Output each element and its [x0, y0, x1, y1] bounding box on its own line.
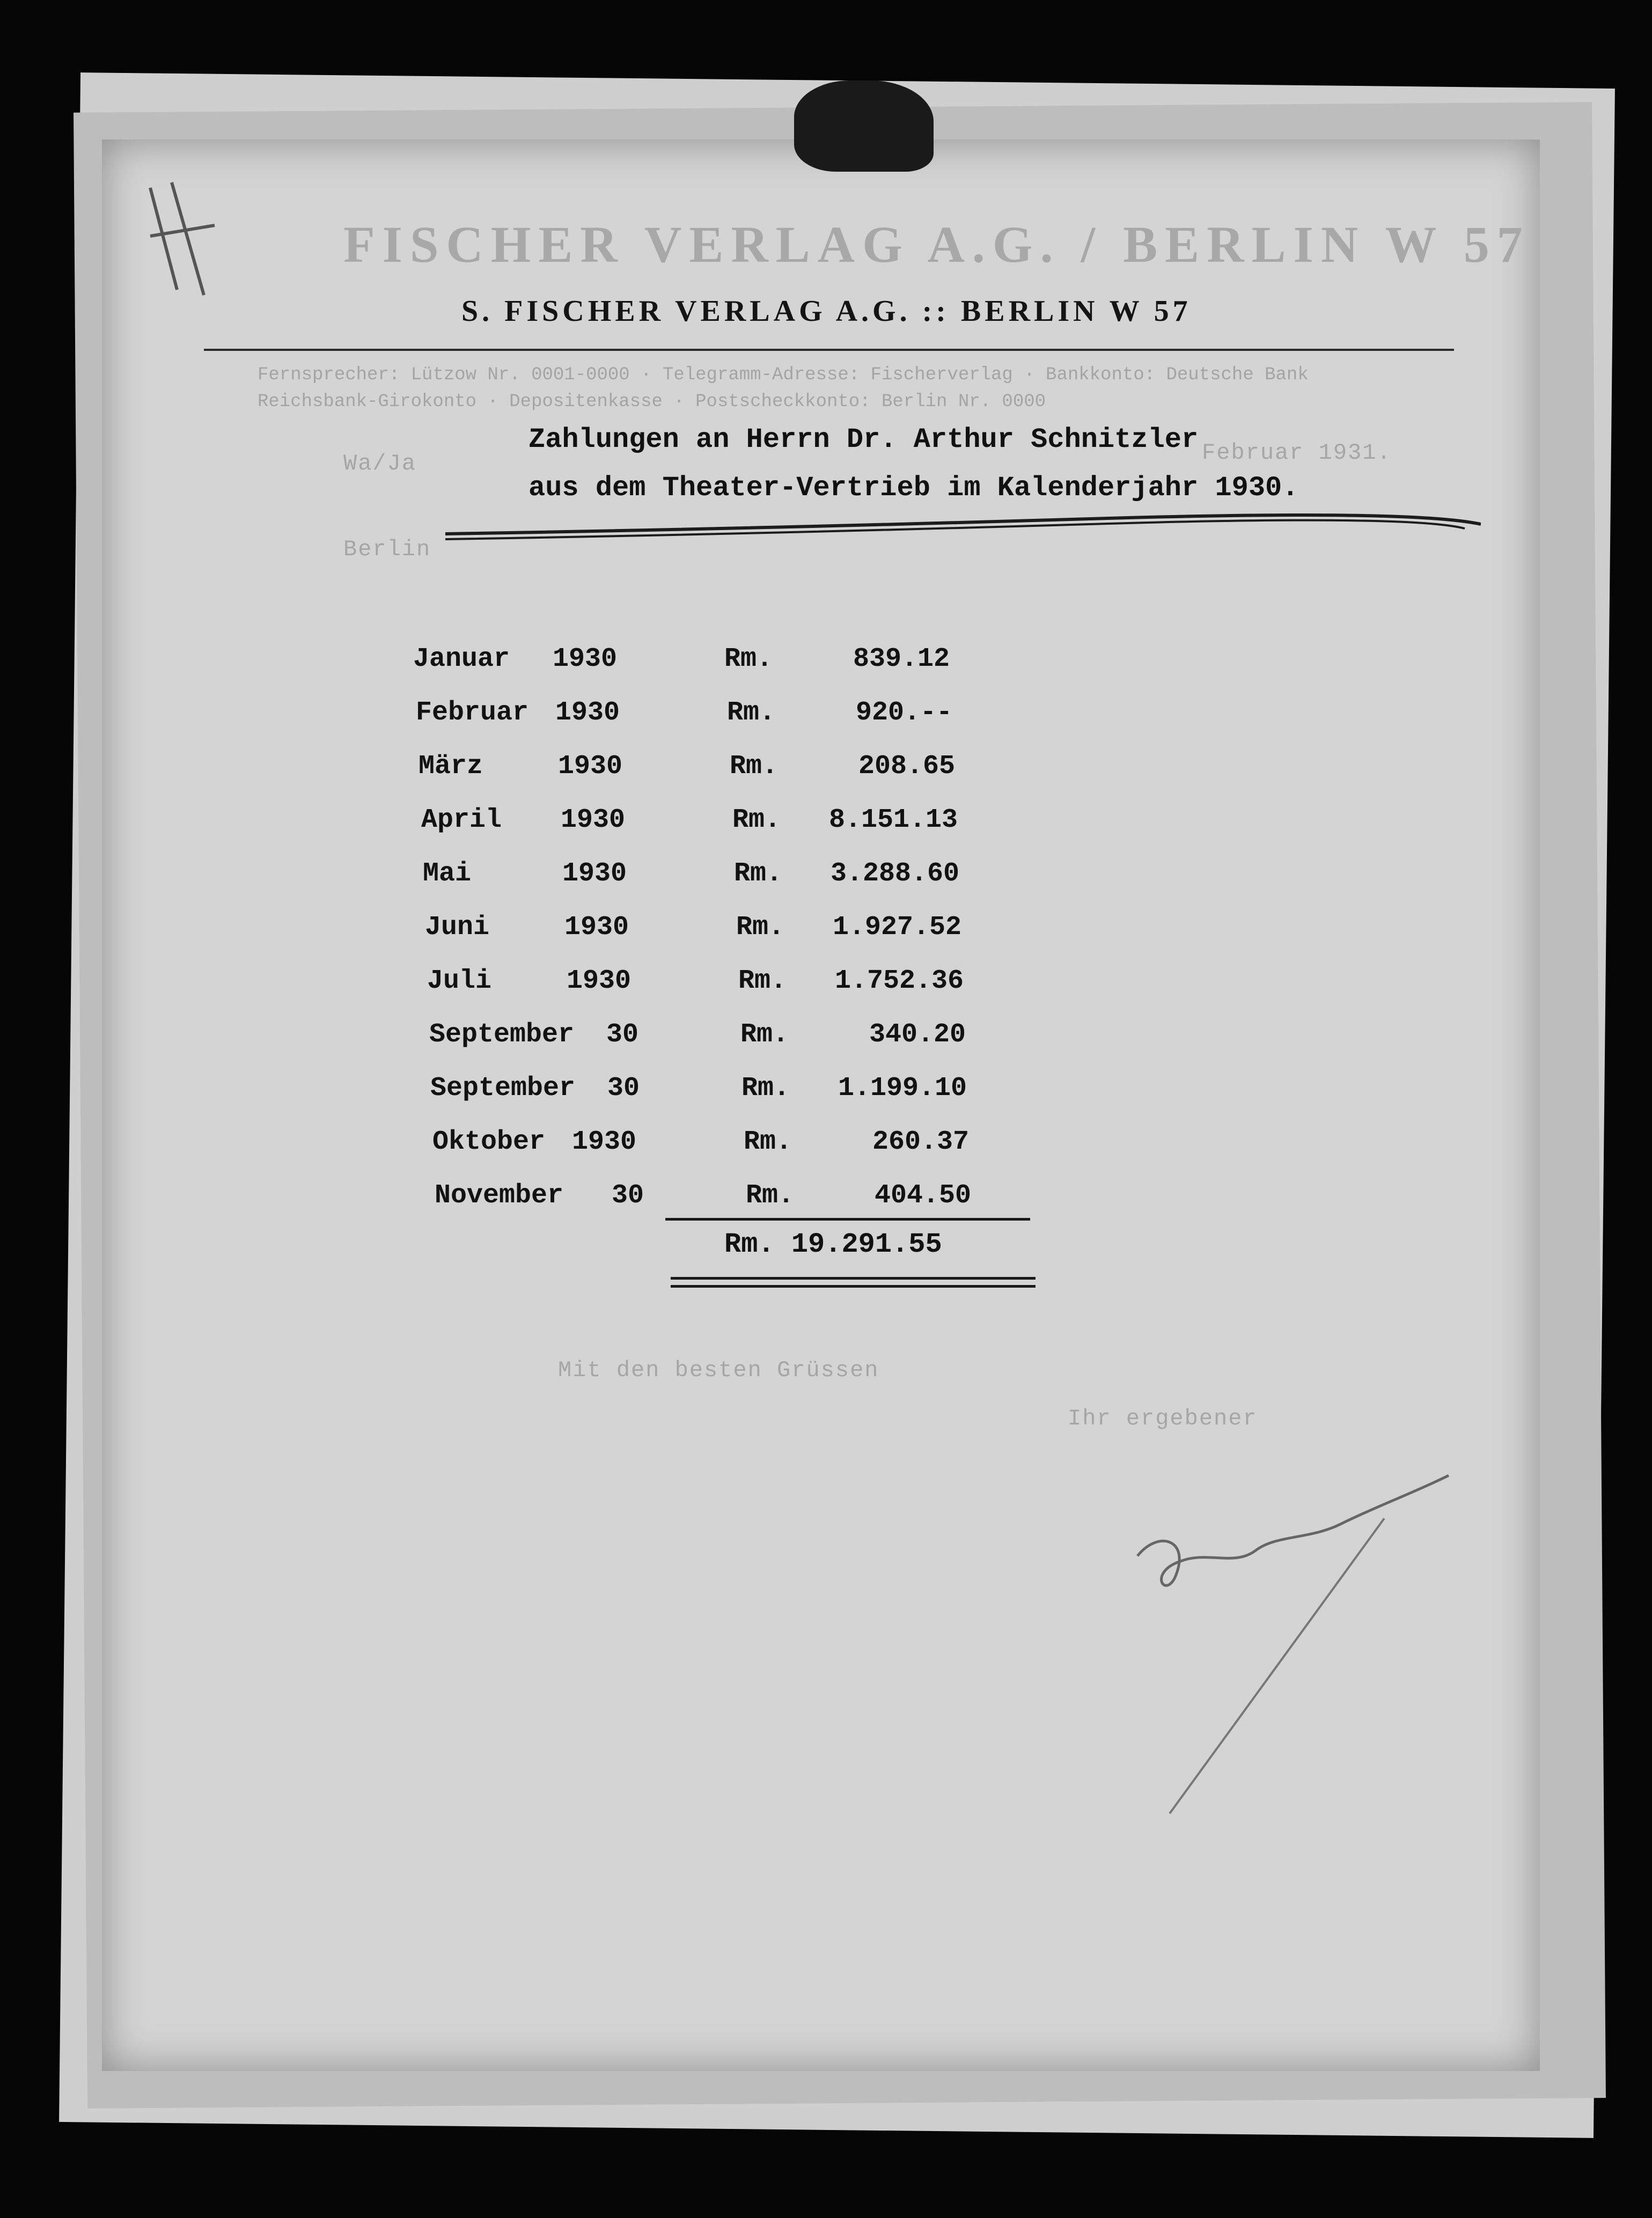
- total-amount: 19.291.55: [791, 1229, 942, 1260]
- faint-closing: Mit den besten Grüssen: [558, 1357, 879, 1383]
- title-underline: [445, 512, 1481, 545]
- payment-month: Januar: [413, 644, 510, 674]
- payment-currency: Rm.: [727, 697, 776, 728]
- payment-amount: 920.--: [855, 697, 952, 728]
- faint-signoff: Ihr ergebener: [1068, 1406, 1258, 1431]
- payment-year: 1930: [564, 912, 629, 943]
- total-double-rule: [671, 1277, 1036, 1280]
- payment-amount: 1.199.10: [838, 1073, 967, 1104]
- payment-currency: Rm.: [730, 751, 779, 782]
- payment-month: September: [429, 1019, 575, 1050]
- payment-currency: Rm.: [732, 805, 781, 835]
- document-title-line1: Zahlungen an Herrn Dr. Arthur Schnitzler: [528, 424, 1199, 456]
- faint-reference: Wa/Ja: [343, 451, 417, 476]
- payment-amount: 1.927.52: [832, 912, 961, 943]
- payment-amount: 260.37: [872, 1127, 969, 1157]
- payment-amount: 208.65: [858, 751, 955, 782]
- payment-month: April: [421, 805, 502, 835]
- faint-city: Berlin: [343, 537, 431, 562]
- payment-currency: Rm.: [734, 858, 783, 889]
- handwritten-mark: [139, 172, 225, 311]
- letterhead-rule: [204, 349, 1454, 351]
- handwritten-signature: [1116, 1449, 1459, 1824]
- payment-month: September: [430, 1073, 576, 1104]
- payment-year: 1930: [553, 644, 618, 674]
- payment-currency: Rm.: [738, 966, 787, 996]
- payment-currency: Rm.: [741, 1073, 790, 1104]
- payment-month: Juli: [427, 966, 492, 996]
- faint-date: Februar 1931.: [1202, 440, 1392, 466]
- letterhead-ghost: FISCHER VERLAG A.G. / BERLIN W 57: [343, 216, 1530, 273]
- payment-month: Juni: [425, 912, 490, 943]
- payment-year: 1930: [567, 966, 632, 996]
- document-title-line2: aus dem Theater-Vertrieb im Kalenderjahr 1930.: [528, 472, 1299, 504]
- payment-year: 30: [612, 1180, 644, 1211]
- torn-paper-edge: [794, 80, 934, 172]
- payment-month: März: [418, 751, 483, 782]
- payment-amount: 404.50: [874, 1180, 971, 1211]
- payment-year: 1930: [558, 751, 623, 782]
- payment-month: November: [435, 1180, 564, 1211]
- payment-month: Mai: [423, 858, 472, 889]
- payment-currency: Rm.: [744, 1127, 792, 1157]
- letterhead: S. FISCHER VERLAG A.G. :: BERLIN W 57: [461, 295, 1192, 328]
- payment-currency: Rm.: [740, 1019, 789, 1050]
- payment-currency: Rm.: [724, 644, 773, 674]
- payment-amount: 1.752.36: [834, 966, 964, 996]
- faint-letterhead-info: Reichsbank-Girokonto · Depositenkasse · Postscheckkonto: Berlin Nr. 0000: [258, 392, 1046, 412]
- payment-amount: 340.20: [869, 1019, 966, 1050]
- total-currency: Rm.: [724, 1229, 775, 1260]
- payment-year: 30: [606, 1019, 639, 1050]
- payment-year: 1930: [572, 1127, 637, 1157]
- payment-year: 1930: [555, 697, 620, 728]
- faint-letterhead-info: Fernsprecher: Lützow Nr. 0001-0000 · Telegramm-Adresse: Fischerverlag · Bankkonto: Deutsche Bank: [258, 365, 1309, 385]
- payment-amount: 3.288.60: [830, 858, 959, 889]
- payment-amount: 8.151.13: [828, 805, 958, 835]
- payment-year: 1930: [561, 805, 626, 835]
- payment-currency: Rm.: [736, 912, 785, 943]
- payment-currency: Rm.: [746, 1180, 795, 1211]
- payment-year: 1930: [562, 858, 627, 889]
- total-rule: [665, 1218, 1030, 1221]
- payment-month: Februar: [416, 697, 529, 728]
- payment-amount: 839.12: [853, 644, 950, 674]
- total-double-rule: [671, 1285, 1036, 1288]
- total-row: [724, 1229, 942, 1260]
- payment-year: 30: [607, 1073, 640, 1104]
- payment-month: Oktober: [432, 1127, 546, 1157]
